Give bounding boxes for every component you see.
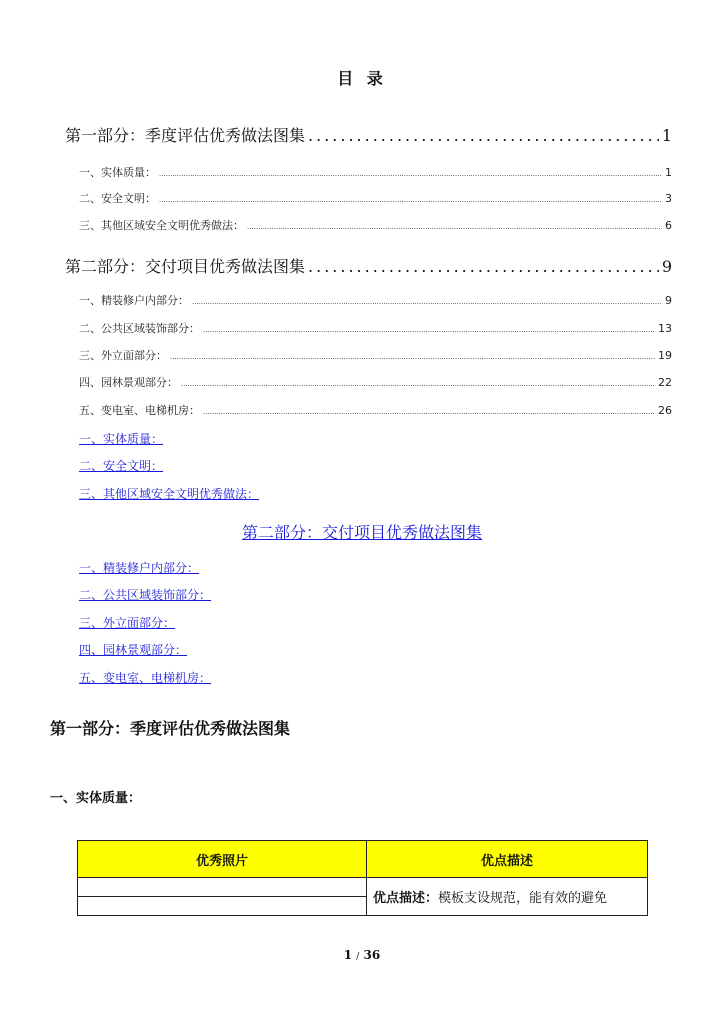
toc-entry-text: 四、园林景观部分： bbox=[79, 376, 178, 389]
link-substation-elevator-room[interactable]: 五、变电室、电梯机房： bbox=[79, 671, 212, 685]
table-header-description: 优点描述 bbox=[367, 841, 648, 878]
toc-entry[interactable] bbox=[79, 347, 672, 363]
toc-page-number: 6 bbox=[665, 219, 672, 232]
toc-entry[interactable] bbox=[65, 254, 672, 277]
toc-entry-text: 一、精装修户内部分： bbox=[79, 294, 189, 307]
section-heading: 第一部分：季度评估优秀做法图集 bbox=[50, 719, 291, 738]
toc-entry-text: 三、其他区域安全文明优秀做法： bbox=[79, 219, 244, 232]
toc-leader bbox=[203, 326, 655, 334]
toc-leader bbox=[308, 257, 659, 276]
toc-leader bbox=[159, 170, 662, 178]
toc-page-number: 9 bbox=[665, 294, 672, 307]
table-header-photo: 优秀照片 bbox=[78, 841, 367, 878]
toc-page-number: 26 bbox=[658, 404, 672, 417]
page-separator: / bbox=[356, 952, 360, 962]
description-cell bbox=[367, 878, 648, 916]
link-landscape[interactable]: 四、园林景观部分： bbox=[79, 643, 188, 657]
toc-page-number: 19 bbox=[658, 349, 672, 362]
toc-entry-text: 二、公共区域装饰部分： bbox=[79, 322, 200, 335]
description-label: 优点描述： bbox=[373, 891, 439, 906]
table-row bbox=[78, 878, 648, 897]
toc-leader bbox=[247, 223, 662, 231]
current-page: 1 bbox=[343, 948, 353, 962]
toc-entry[interactable] bbox=[65, 123, 672, 146]
link-part-two[interactable]: 第二部分：交付项目优秀做法图集 bbox=[241, 523, 482, 542]
photo-cell bbox=[78, 897, 367, 916]
toc-entry-text: 五、变电室、电梯机房： bbox=[79, 404, 200, 417]
toc-leader bbox=[203, 408, 655, 416]
page-footer bbox=[0, 948, 724, 962]
toc-leader bbox=[170, 353, 655, 361]
toc-entry[interactable] bbox=[79, 374, 672, 390]
toc-page-number: 13 bbox=[658, 322, 672, 335]
description-text: 模板支设规范，能有效的避免 bbox=[438, 891, 608, 906]
toc-entry[interactable] bbox=[79, 402, 672, 418]
toc-entry[interactable] bbox=[79, 320, 672, 336]
link-facade[interactable]: 三、外立面部分： bbox=[79, 616, 176, 630]
total-pages: 36 bbox=[363, 948, 381, 962]
toc-entry-text: 第一部分：季度评估优秀做法图集 bbox=[65, 126, 306, 145]
toc-title: 目 录 bbox=[337, 69, 387, 88]
link-public-area-decoration[interactable]: 二、公共区域装饰部分： bbox=[79, 588, 212, 602]
section-subheading: 一、实体质量： bbox=[50, 791, 142, 806]
link-safety-civilization[interactable]: 二、安全文明： bbox=[79, 459, 164, 473]
toc-entry[interactable] bbox=[79, 164, 672, 180]
photo-cell bbox=[78, 878, 367, 897]
toc-leader bbox=[192, 298, 662, 306]
toc-entry-text: 三、外立面部分： bbox=[79, 349, 167, 362]
toc-leader bbox=[159, 196, 662, 204]
toc-page-number: 1 bbox=[661, 126, 672, 145]
toc-entry[interactable] bbox=[79, 217, 672, 233]
link-interior-fitout[interactable]: 一、精装修户内部分： bbox=[79, 561, 200, 575]
link-other-areas-safety[interactable]: 三、其他区域安全文明优秀做法： bbox=[79, 487, 260, 501]
toc-entry-text: 一、实体质量： bbox=[79, 166, 156, 179]
part-two-link-wrapper bbox=[0, 520, 724, 543]
toc-entry-text: 二、安全文明： bbox=[79, 192, 156, 205]
toc-page-number: 9 bbox=[661, 257, 672, 276]
toc-leader bbox=[181, 380, 655, 388]
table-header-row bbox=[78, 841, 648, 878]
link-entity-quality[interactable]: 一、实体质量： bbox=[79, 432, 164, 446]
toc-page-number: 22 bbox=[658, 376, 672, 389]
toc-page-number: 1 bbox=[665, 166, 672, 179]
toc-page-number: 3 bbox=[665, 192, 672, 205]
toc-entry[interactable] bbox=[79, 190, 672, 206]
practice-table bbox=[77, 840, 648, 916]
toc-entry[interactable] bbox=[79, 292, 672, 308]
toc-leader bbox=[308, 126, 659, 145]
toc-entry-text: 第二部分：交付项目优秀做法图集 bbox=[65, 257, 306, 276]
